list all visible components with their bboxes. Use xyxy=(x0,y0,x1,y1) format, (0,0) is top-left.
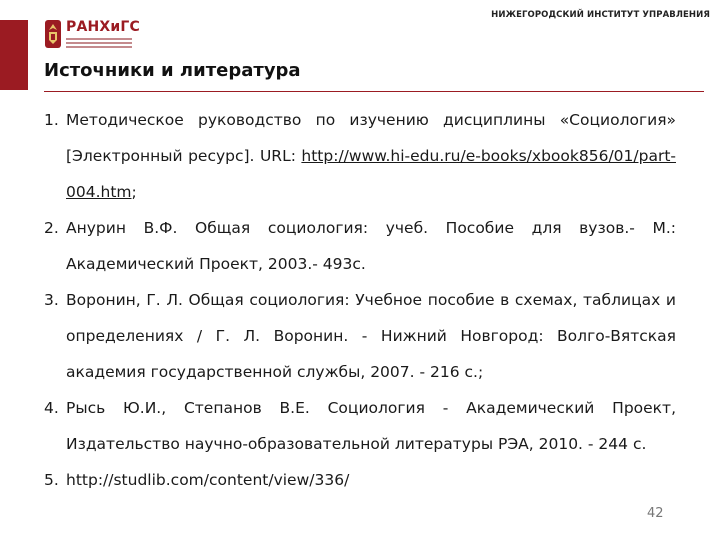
item-number: 4. xyxy=(44,399,59,417)
reference-item-3 xyxy=(44,282,676,390)
reference-item-1 xyxy=(44,102,676,210)
item-text xyxy=(66,102,676,210)
item-text: Воронин, Г. Л. Общая социология: Учебное пособие в схемах, таблицах и определениях / Г. Л. Воронин. - Нижний Новгород: Волго-Вятская академия государственной службы, 2007. - 216 с.; xyxy=(66,291,676,381)
item-suffix: ; xyxy=(131,183,137,201)
resource-link[interactable]: http://www.hi-edu.ru/e-books/xbook856/01/part-004.htm xyxy=(66,147,676,201)
page-number: 42 xyxy=(647,506,664,521)
reference-item-5 xyxy=(44,462,676,498)
item-number: 2. xyxy=(44,219,59,237)
item-number: 5. xyxy=(44,471,59,489)
reference-item-2 xyxy=(44,210,676,282)
logo-text: РАНХиГС xyxy=(66,19,141,35)
reference-list xyxy=(44,102,676,498)
item-number: 1. xyxy=(44,111,59,129)
logo xyxy=(44,18,141,54)
accent-bar xyxy=(0,20,28,90)
institute-name: НИЖЕГОРОДСКИЙ ИНСТИТУТ УПРАВЛЕНИЯ xyxy=(491,10,710,20)
item-number: 3. xyxy=(44,291,59,309)
item-text-body: Методическое руководство по изучению дисциплины «Социология» [Электронный ресурс]. URL: xyxy=(66,111,676,165)
page-title: Источники и литература xyxy=(44,60,301,81)
item-text: Рысь Ю.И., Степанов В.Е. Социология - Академический Проект, Издательство научно-образовательной литературы РЭА, 2010. - 244 с. xyxy=(66,399,676,453)
reference-item-4 xyxy=(44,390,676,462)
item-text: http://studlib.com/content/view/336/ xyxy=(66,471,350,489)
title-divider xyxy=(44,91,704,92)
logo-subtitle-lines xyxy=(66,38,132,50)
item-text: Анурин В.Ф. Общая социология: учеб. Пособие для вузов.- М.: Академический Проект, 2003.- 493с. xyxy=(66,219,676,273)
eagle-emblem-icon xyxy=(44,18,62,52)
